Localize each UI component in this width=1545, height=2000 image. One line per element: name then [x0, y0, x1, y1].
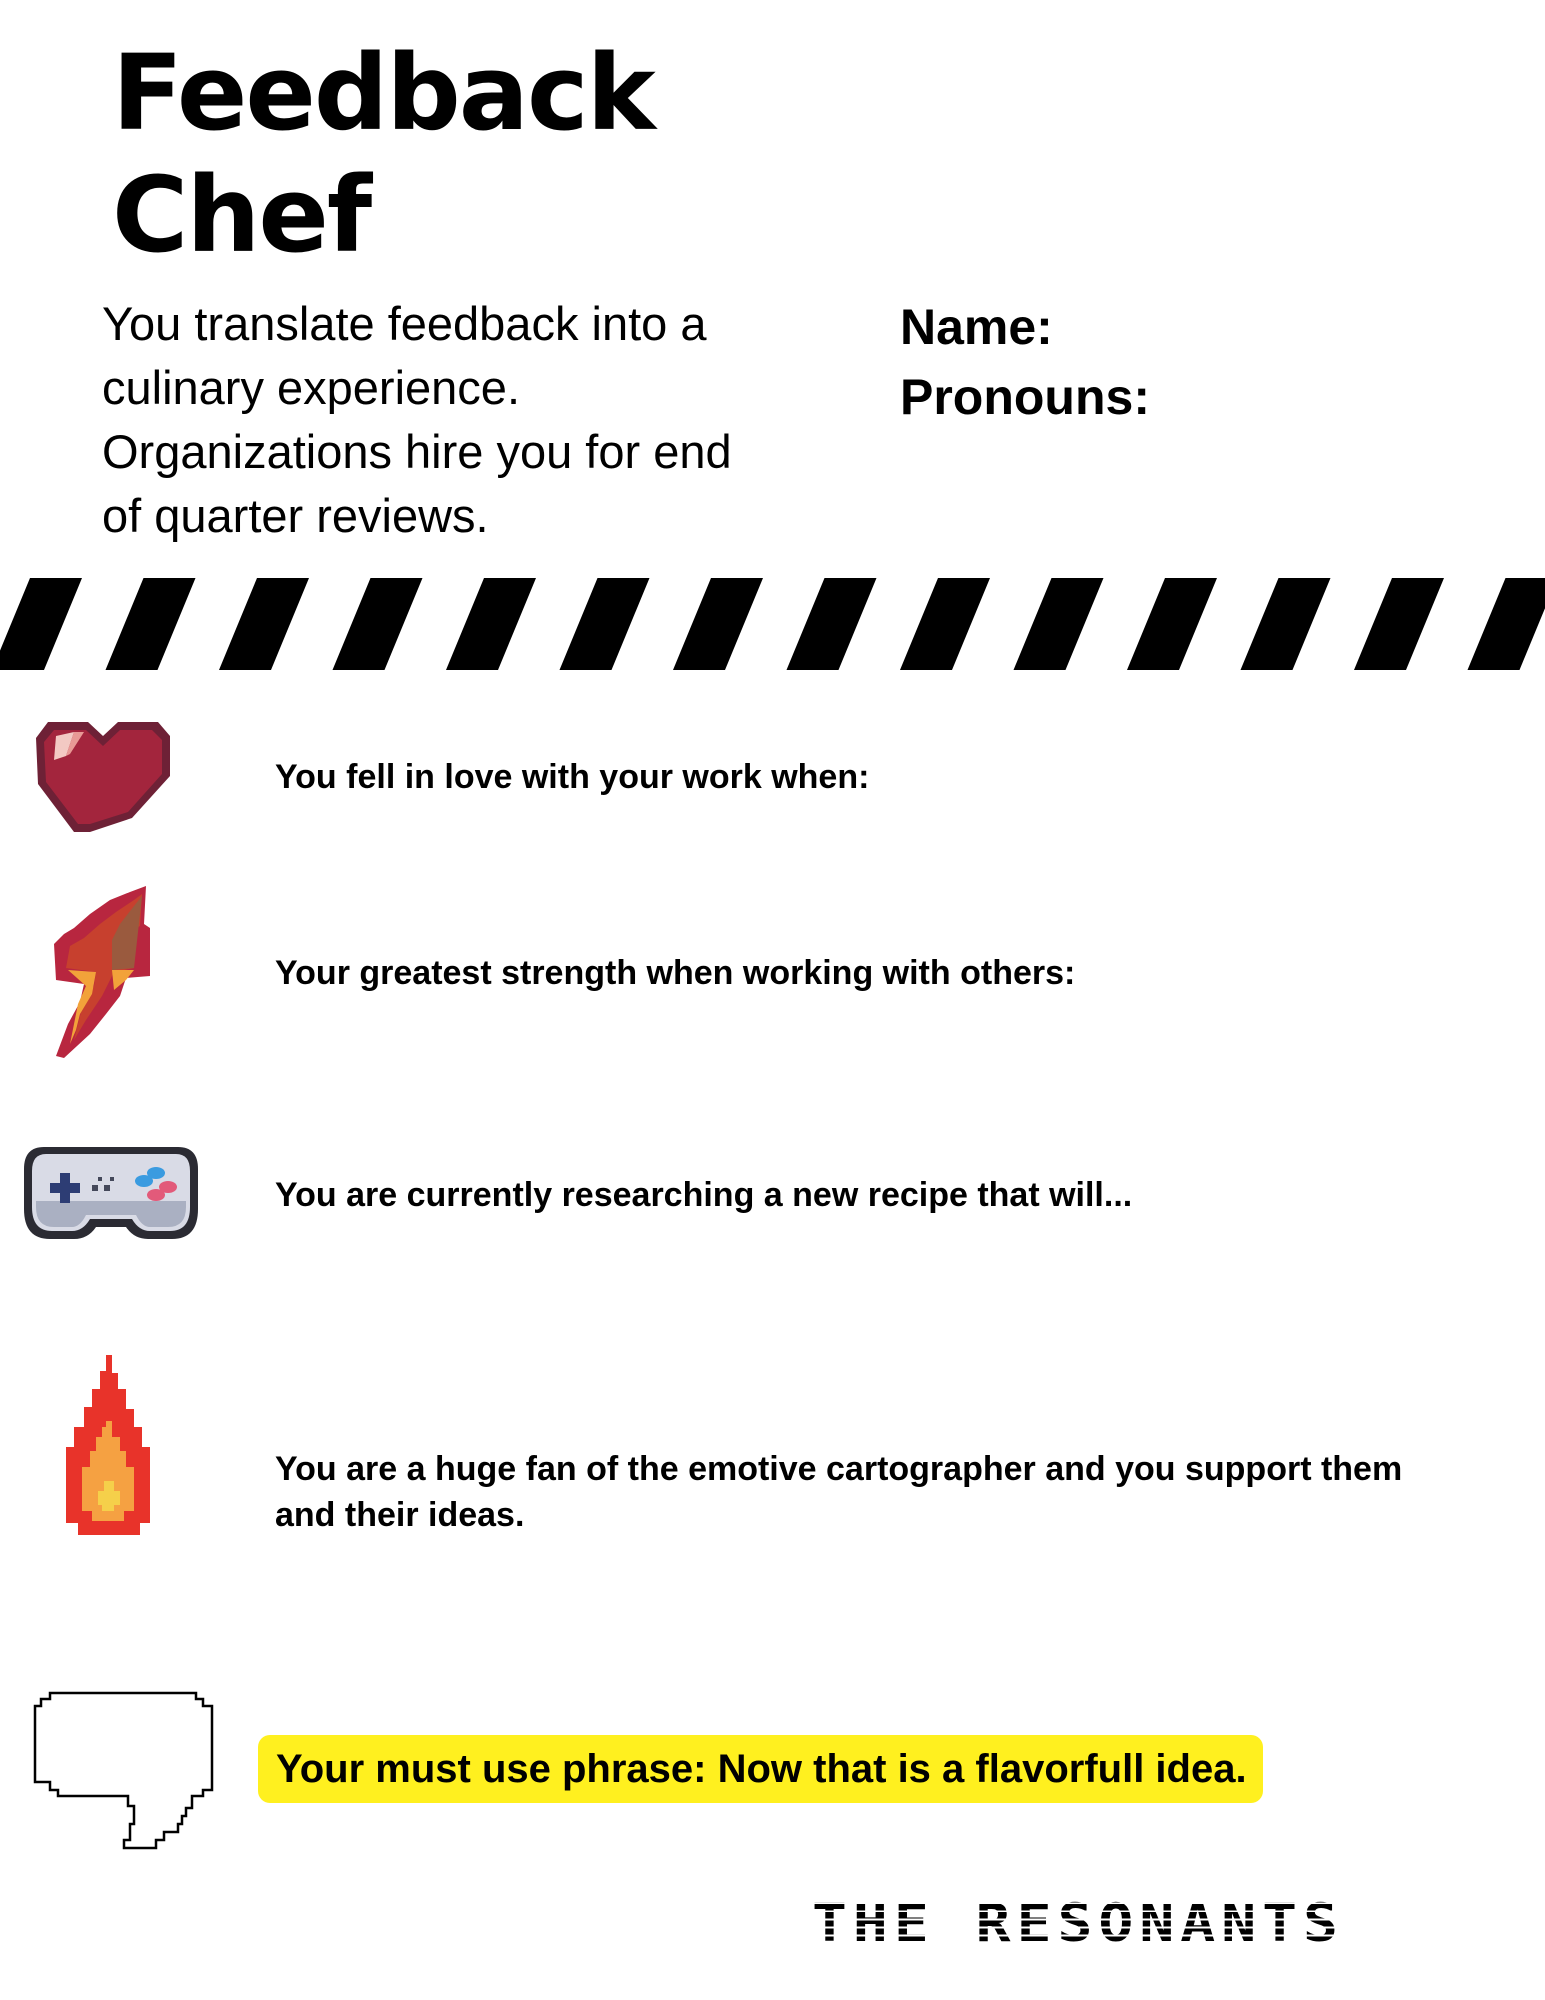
hazard-stripe [787, 578, 877, 670]
prompt-researching-recipe: You are currently researching a new recipe that will... [275, 1176, 1133, 1214]
hazard-stripe [560, 578, 650, 670]
hazard-stripe [333, 578, 423, 670]
hazard-stripe [900, 578, 990, 670]
gamepad-icon [22, 1143, 200, 1243]
prompt-greatest-strength: Your greatest strength when working with others: [275, 954, 1076, 992]
role-description [102, 292, 832, 548]
hazard-stripe [1241, 578, 1331, 670]
hazard-stripe [1354, 578, 1444, 670]
prompt-cartographer-fan: You are a huge fan of the emotive cartographer and you support them and their ideas. [275, 1450, 1403, 1534]
hazard-stripe-divider [0, 578, 1545, 670]
hazard-stripe [106, 578, 196, 670]
hazard-stripe [446, 578, 536, 670]
prompt-fell-in-love: You fell in love with your work when: [275, 758, 870, 796]
flame-icon [62, 1355, 158, 1537]
description-line: You translate feedback into a [102, 297, 707, 350]
must-use-phrase: Your must use phrase: Now that is a flavorfull idea. [258, 1735, 1263, 1803]
hazard-stripe [1127, 578, 1217, 670]
player-info [900, 292, 1150, 432]
lightning-icon [50, 884, 150, 1060]
name-label: Name: [900, 299, 1053, 355]
speech-bubble-icon [32, 1690, 220, 1854]
hazard-stripe [1468, 578, 1545, 670]
description-line: of quarter reviews. [102, 489, 489, 542]
card-title [112, 32, 654, 276]
hazard-stripe [673, 578, 763, 670]
description-line: culinary experience. [102, 361, 520, 414]
card-title-line-1: Feedback [112, 32, 654, 154]
brand-text: THE RESONANTS [812, 1892, 1344, 1954]
hazard-stripe [0, 578, 82, 670]
card-title-line-2: Chef [112, 154, 371, 276]
brand-logo [812, 1893, 1344, 1953]
hazard-stripe [1014, 578, 1104, 670]
description-line: Organizations hire you for end [102, 425, 732, 478]
heart-icon [34, 720, 172, 835]
pronouns-label: Pronouns: [900, 369, 1150, 425]
hazard-stripe [219, 578, 309, 670]
